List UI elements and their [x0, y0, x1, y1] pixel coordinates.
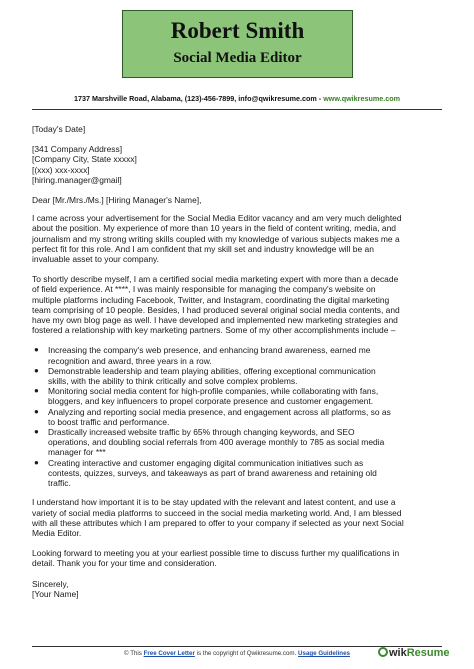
list-item-line: operations, and doubling social referrals from 400 average monthly to 785 as social media: [48, 437, 385, 448]
closing-text: Sincerely,: [32, 578, 69, 589]
paragraph-line: variety of social media platforms to succeed in the social media marketing world. And, I am blessed: [32, 507, 402, 518]
bullet-icon: ●: [34, 365, 39, 375]
header-box: [122, 10, 353, 78]
list-item-line: Increasing the company's web presence, and enhancing brand awareness, earned me: [48, 345, 371, 356]
list-item-line: Creating interactive and customer engaging digital communication initiatives such as: [48, 457, 364, 468]
list-item-line: to boost traffic and performance.: [48, 416, 170, 427]
bullet-icon: ●: [34, 345, 39, 355]
date-text: [Today's Date]: [32, 124, 86, 134]
paragraph-line: have my own blog page as well. I have developed and implemented new marketing strategies and: [32, 315, 398, 326]
free-cover-letter-link[interactable]: Free Cover Letter: [143, 650, 195, 657]
list-item: [32, 386, 444, 406]
contact-line: [0, 94, 474, 103]
paragraph-line: team comprising of 10 people. Besides, I had produced several original social media contents, and: [32, 304, 400, 315]
list-item-line: Monitoring social media content for high-profile companies, while collaborating with fans,: [48, 386, 379, 397]
paragraph-line: Media Editor.: [32, 527, 82, 538]
recipient-line: [Company City, State xxxxx]: [32, 154, 137, 165]
paragraph-line: I understand how important it is to be stay updated with the relevant and latest content, and use a: [32, 497, 396, 508]
signature-text: [Your Name]: [32, 588, 79, 599]
paragraph-closing: [32, 548, 444, 568]
list-item: [32, 458, 444, 489]
recipient-line: [341 Company Address]: [32, 144, 123, 155]
list-item-line: bloggers, and key influencers to propel corporate presence and customer engagement.: [48, 396, 374, 407]
letter-date: [32, 124, 444, 134]
list-item: [32, 345, 444, 365]
salutation-text: Dear [Mr./Mrs./Ms.] [Hiring Manager's Name],: [32, 195, 202, 206]
list-item-line: Drastically increased website traffic by 65% through changing keywords, and SEO: [48, 427, 355, 438]
bullet-icon: ●: [34, 386, 39, 396]
letter-body: [32, 124, 444, 609]
list-item-line: Analyzing and reporting social media presence, and engagement across all platforms, so as: [48, 406, 391, 417]
list-item-line: traffic.: [48, 478, 71, 489]
list-item-line: recognition and award, three years in a row.: [48, 355, 212, 366]
paragraph-line: of field experience. At ****, I was mainly responsible for managing the company's website on: [32, 284, 376, 295]
list-item-line: manager for ***: [48, 447, 106, 458]
bullet-icon: ●: [34, 457, 39, 467]
paragraph-intro: [32, 213, 444, 264]
paragraph-line: about the position. My experience of more than 10 years in the field of content writing, media, and: [32, 223, 396, 234]
paragraph-experience: [32, 274, 444, 335]
footer-prefix: © This: [124, 650, 144, 657]
header-divider: [32, 109, 442, 110]
paragraph-line: Looking forward to meeting you at your earliest possible time to discuss further my qualifications in: [32, 548, 400, 559]
qwikresume-logo: [378, 647, 450, 663]
paragraph-line: journalism and my strong writing skills coupled with my knowledge of various subjects makes me a: [32, 233, 400, 244]
contact-address: 1737 Marshville Road, Alabama, (123)-456-7899, info@qwikresume.com -: [73, 94, 324, 103]
list-item: [32, 366, 444, 386]
recipient-line: [hiring.manager@gmail]: [32, 174, 122, 185]
paragraph-line: I came across your advertisement for the Social Media Editor vacancy and am very much delighted: [32, 213, 402, 224]
paragraph-line: detail. Thank you for your time and consideration.: [32, 558, 217, 569]
list-item-line: skills, with the ability to think critically and solve complex problems.: [48, 376, 298, 387]
list-item: [32, 427, 444, 458]
list-item-line: contests, quizzes, surveys, and takeaways as part of brand awareness and retaining old: [48, 467, 377, 478]
logo-text-part1: wik: [389, 647, 407, 659]
list-item-line: Demonstrable leadership and team playing abilities, offering exceptional communication: [48, 365, 376, 376]
paragraph-line: fostered a relationship with key marketing partners. Some of my other accomplishments include –: [32, 325, 396, 336]
paragraph-summary: [32, 497, 444, 538]
recipient-line: [(xxx) xxx-xxxx]: [32, 164, 90, 175]
paragraph-line: with all these attributes which I am prepared to offer to your company if selected as your next Social: [32, 517, 404, 528]
job-title: Social Media Editor: [173, 50, 302, 66]
candidate-name: Robert Smith: [170, 18, 305, 43]
paragraph-line: perfect fit for this role. And I am confident that my skill set and industry knowledge will be an: [32, 243, 374, 254]
usage-guidelines-link[interactable]: Usage Guidelines: [298, 650, 350, 657]
logo-text-part2: Resume: [406, 647, 450, 659]
salutation: [32, 195, 444, 205]
contact-website[interactable]: www.qwikresume.com: [323, 94, 401, 103]
paragraph-line: multiple platforms including Facebook, Twitter, and Instagram, coordinating the digital marketing: [32, 294, 390, 305]
q-logo-icon: [378, 647, 388, 657]
footer-middle: is the copyright of Qwikresume.com.: [194, 650, 299, 657]
paragraph-line: invaluable asset to your company.: [32, 254, 159, 265]
sign-off: [32, 579, 444, 599]
accomplishments-list: [32, 345, 444, 488]
paragraph-line: To shortly describe myself, I am a certified social media marketing expert with more than a decade: [32, 274, 399, 285]
bullet-icon: ●: [34, 427, 39, 437]
list-item: [32, 407, 444, 427]
recipient-address: [32, 144, 444, 185]
bullet-icon: ●: [34, 406, 39, 416]
